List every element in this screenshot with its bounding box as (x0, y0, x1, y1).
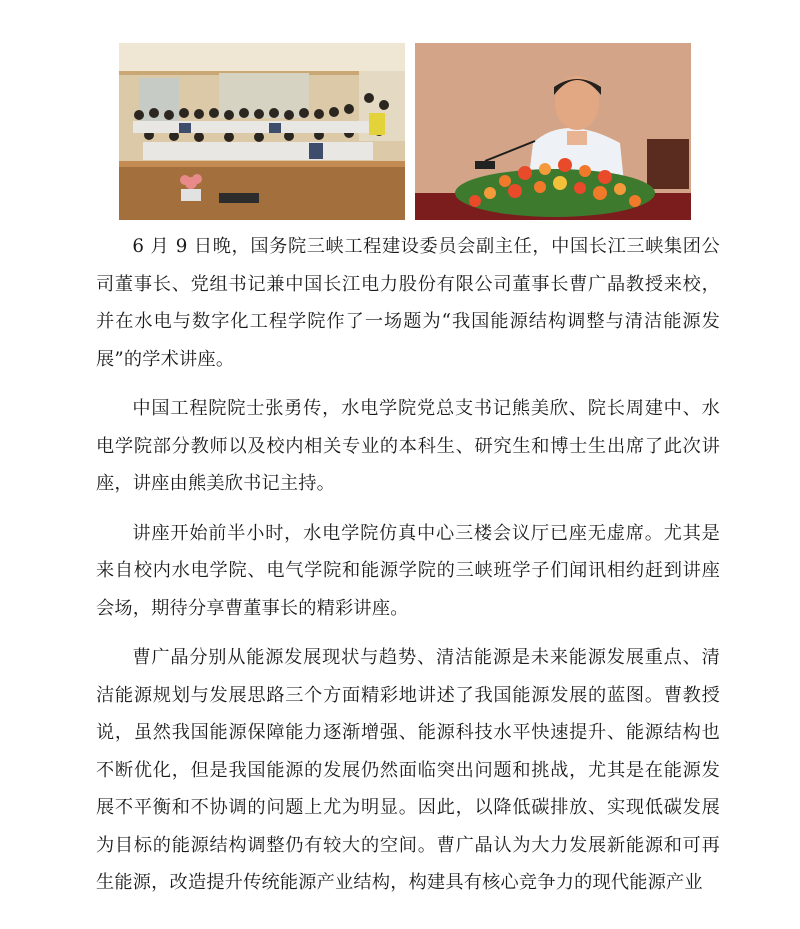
paragraph-4: 曹广晶分别从能源发展现状与趋势、清洁能源是未来能源发展重点、清洁能源规划与发展思路三个方面精彩地讲述了我国能源发展的蓝图。曹教授说，虽然我国能源保障能力逐渐增强、能源科技水平快速提升、能源结构也不断优化，但是我国能源的发展仍然面临突出问题和挑战，尤其是在能源发展不平衡和不协调的问题上尤为明显。因此，以降低碳排放、实现低碳发展为目标的能源结构调整仍有较大的空间。曹广晶认为大力发展新能源和可再生能源，改造提升传统能源产业结构，构建具有核心竞争力的现代能源产业 (96, 647, 720, 893)
paragraph-1: 6 月 9 日晚，国务院三峡工程建设委员会副主任，中国长江三峡集团公司董事长、党组书记兼中国长江电力股份有限公司董事长曹广晶教授来校，并在水电与数字化工程学院作了一场题为“我国能源结构调整与清洁能源发展”的学术讲座。 (96, 236, 720, 370)
paragraph-2: 中国工程院院士张勇传，水电学院党总支书记熊美欣、院长周建中、水电学院部分教师以及校内相关专业的本科生、研究生和博士生出席了此次讲座，讲座由熊美欣书记主持。 (96, 398, 720, 494)
paragraph-3: 讲座开始前半小时，水电学院仿真中心三楼会议厅已座无虚席。尤其是来自校内水电学院、电气学院和能源学院的三峡班学子们闻讯相约赶到讲座会场，期待分享曹董事长的精彩讲座。 (96, 522, 720, 619)
article-body (96, 228, 720, 914)
group-photo-icon (119, 43, 405, 220)
speaker-photo (415, 43, 691, 220)
group-photo (119, 43, 405, 220)
speaker-at-podium-photo-icon (415, 43, 691, 220)
